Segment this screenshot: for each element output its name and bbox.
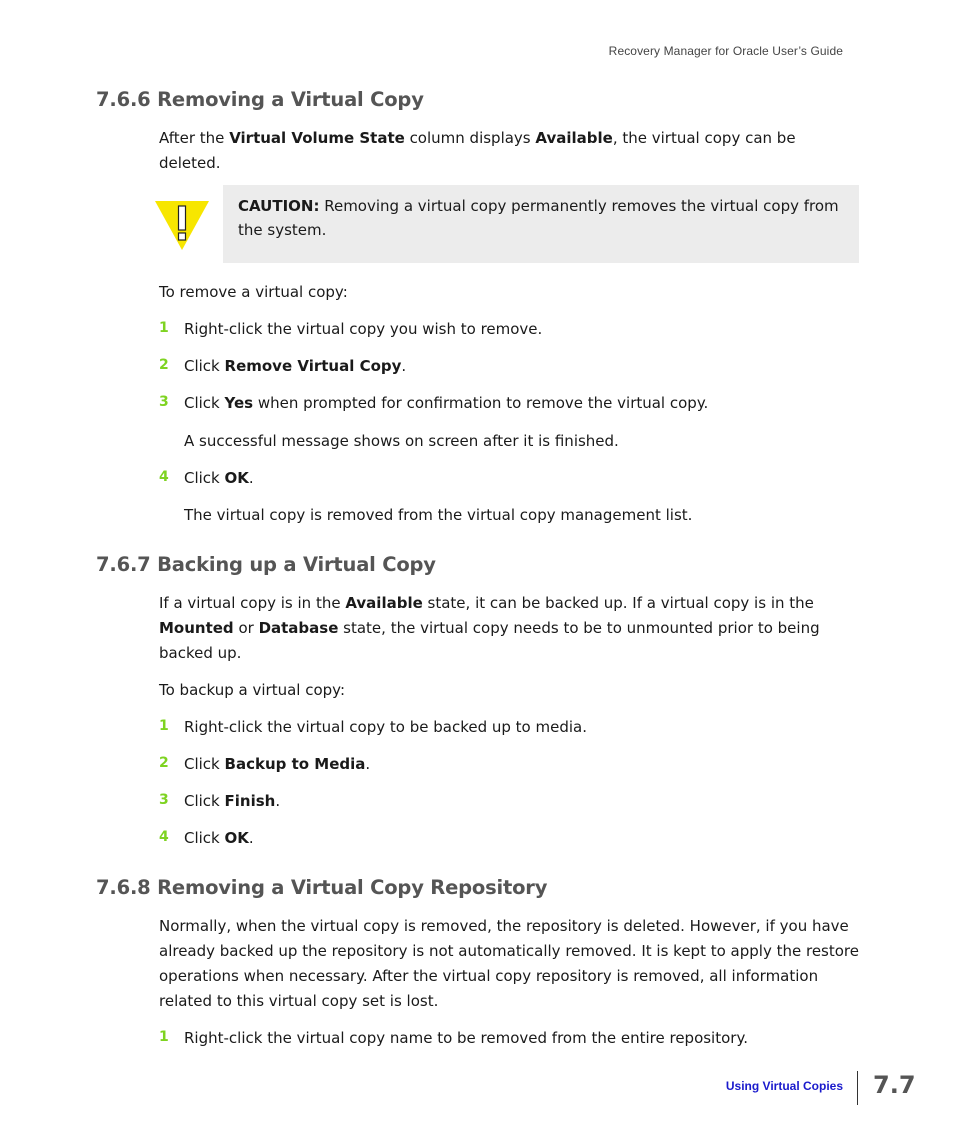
step-number: 3 <box>159 792 169 808</box>
step-text: Click Remove Virtual Copy. <box>184 357 407 375</box>
section-7-6-7-lead: To backup a virtual copy: <box>159 681 346 699</box>
section-7-6-8-intro: Normally, when the virtual copy is removed, the repository is deleted. However, if you have already backed up the repository is not automatically removed. It is kept to apply the restore operations when necessary. After the virtual copy repository is removed, all information related to this virtual copy set is lost. <box>159 917 859 1010</box>
step-text: Right-click the virtual copy name to be removed from the entire repository. <box>184 1029 748 1047</box>
step-text: Click OK. <box>184 829 254 847</box>
step-number: 2 <box>159 357 169 373</box>
caution-text: CAUTION: Removing a virtual copy permanently removes the virtual copy from the system. <box>238 197 839 239</box>
step-text: Click Backup to Media. <box>184 755 371 773</box>
section-title-7-6-7: 7.6.7 Backing up a Virtual Copy <box>96 553 436 576</box>
step-number: 3 <box>159 394 169 410</box>
step-note: The virtual copy is removed from the virtual copy management list. <box>184 506 693 524</box>
step-number: 4 <box>159 469 169 485</box>
running-header: Recovery Manager for Oracle User’s Guide <box>608 44 843 58</box>
step-number: 1 <box>159 320 169 336</box>
section-7-6-7-intro: If a virtual copy is in the Available state, it can be backed up. If a virtual copy is in the Mounted or Database state, the virtual copy needs to be to unmounted prior to being backed up. <box>159 594 820 662</box>
step-number: 4 <box>159 829 169 845</box>
step-text: Click Yes when prompted for confirmation to remove the virtual copy. <box>184 394 709 412</box>
step-text: Click OK. <box>184 469 254 487</box>
caution-label: CAUTION: <box>238 197 320 215</box>
step-text: Click Finish. <box>184 792 281 810</box>
step-number: 2 <box>159 755 169 771</box>
step-text: Right-click the virtual copy you wish to remove. <box>184 320 543 338</box>
step-text: Right-click the virtual copy to be backed up to media. <box>184 718 587 736</box>
page-number: 7.7 <box>873 1071 916 1099</box>
caution-warning-icon <box>154 200 210 252</box>
section-title-7-6-6: 7.6.6 Removing a Virtual Copy <box>96 88 424 111</box>
footer-section-link[interactable]: Using Virtual Copies <box>725 1079 843 1093</box>
step-number: 1 <box>159 1029 169 1045</box>
section-7-6-6-lead: To remove a virtual copy: <box>159 283 348 301</box>
footer-divider <box>857 1071 858 1105</box>
step-number: 1 <box>159 718 169 734</box>
section-title-7-6-8: 7.6.8 Removing a Virtual Copy Repository <box>96 876 548 899</box>
section-7-6-6-intro: After the Virtual Volume State column displays Available, the virtual copy can be deleted. <box>159 129 796 172</box>
step-note: A successful message shows on screen after it is finished. <box>184 432 619 450</box>
